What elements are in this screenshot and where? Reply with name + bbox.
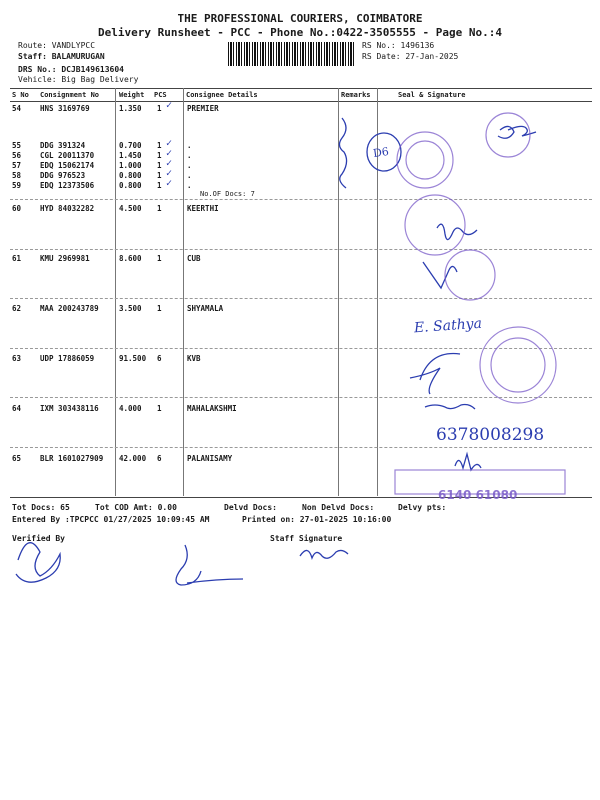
entered-by: Entered By :TPCPCC 01/27/2025 10:09:45 AM [12, 515, 210, 524]
row-consignee: KVB [187, 354, 201, 363]
row-pcs: 1 [157, 151, 162, 160]
signature-check [423, 262, 457, 288]
row-consignee: . [187, 161, 192, 170]
row-weight: 42.000 [119, 454, 147, 463]
row-weight: 8.600 [119, 254, 142, 263]
row-pcs: 1 [157, 404, 162, 413]
row-consignee: KEERTHI [187, 204, 219, 213]
company-stamp [405, 195, 465, 255]
total-cod-amount: Tot COD Amt: 0.00 [95, 503, 177, 512]
row-consignment: UDP 17886059 [40, 354, 95, 363]
delivery-points: Delvy pts: [398, 503, 447, 512]
row-pcs: 6 [157, 454, 162, 463]
row-pcs: 1 [157, 254, 162, 263]
row-weight: 4.500 [119, 204, 142, 213]
signature-flourish [410, 354, 460, 394]
printed-on: Printed on: 27-01-2025 10:16:00 [242, 515, 392, 524]
row-consignee: . [187, 151, 192, 160]
row-pcs: 1 [157, 161, 162, 170]
row-sno: 62 [12, 304, 22, 313]
signature-row65 [455, 454, 481, 470]
row-sno: 56 [12, 151, 22, 160]
remarks-brace-mark [339, 118, 346, 188]
row-consignee: . [187, 181, 192, 190]
row-weight: 1.350 [119, 104, 142, 113]
row-sno: 65 [12, 454, 22, 463]
staff-signature-mark [300, 550, 348, 558]
row-pcs: 1 [157, 181, 162, 190]
col-header-sno: S No [12, 91, 29, 99]
handover-signature [176, 545, 243, 585]
row-sno: 59 [12, 181, 22, 190]
check-mark-icon: ✓ [166, 148, 173, 159]
row-weight: 0.800 [119, 181, 142, 190]
row-consignee: SHYAMALA [187, 304, 224, 313]
row-consignee: PALANISAMY [187, 454, 233, 463]
stamp-phone: 6140 61080 [438, 488, 518, 502]
staff-signature-label: Staff Signature [270, 534, 343, 543]
non-delivered-docs: Non Delvd Docs: [302, 503, 375, 512]
col-header-pcs: PCS [154, 91, 167, 99]
col-header-consignee: Consignee Details [186, 91, 258, 99]
row-consignee: . [187, 141, 192, 150]
col-header-consignment: Consignment No [40, 91, 100, 99]
vehicle-label: Vehicle: Big Bag Delivery [18, 75, 139, 84]
check-mark-icon: ✓ [166, 100, 173, 111]
row-sno: 57 [12, 161, 22, 170]
rs-number: RS No.: 1496136 [362, 41, 435, 50]
col-header-weight: Weight [119, 91, 145, 99]
row-pcs: 1 [157, 141, 162, 150]
row-consignment: KMU 2969981 [40, 254, 90, 263]
row-pcs: 1 [157, 104, 162, 113]
verified-signature [16, 543, 60, 582]
rs-date: RS Date: 27-Jan-2025 [362, 52, 459, 61]
row-weight: 1.450 [119, 151, 142, 160]
row-weight: 0.800 [119, 171, 142, 180]
row-consignee: PREMIER [187, 104, 219, 113]
col-header-remarks: Remarks [341, 91, 371, 99]
row-consignment: DDG 976523 [40, 171, 86, 180]
bank-stamp-inner [491, 338, 545, 392]
row-consignee: CUB [187, 254, 201, 263]
check-mark-icon: ✓ [166, 178, 173, 189]
row-weight: 0.700 [119, 141, 142, 150]
col-header-seal: Seal & Signature [398, 91, 466, 99]
company-title: THE PROFESSIONAL COURIERS, COIMBATORE [177, 12, 423, 25]
row-consignment: HYD 84032282 [40, 204, 95, 213]
row-weight: 1.000 [119, 161, 142, 170]
delivered-docs: Delvd Docs: [224, 503, 277, 512]
row-sno: 63 [12, 354, 22, 363]
row-weight: 4.000 [119, 404, 142, 413]
verified-by-label: Verified By [12, 534, 65, 543]
row-sno: 60 [12, 204, 22, 213]
row-sno: 61 [12, 254, 22, 263]
company-stamp [397, 132, 453, 188]
check-mark-icon: ✓ [166, 138, 173, 149]
row-pcs: 1 [157, 304, 162, 313]
no-of-docs: No.OF Docs: 7 [200, 190, 255, 198]
row-consignee: . [187, 171, 192, 180]
signature-hk [437, 224, 477, 239]
row-weight: 91.500 [119, 354, 147, 363]
row-consignee: MAHALAKSHMI [187, 404, 237, 413]
row-sno: 55 [12, 141, 22, 150]
row-consignment: IXM 303438116 [40, 404, 99, 413]
company-stamp [445, 250, 495, 300]
row-consignment: CGL 20011370 [40, 151, 95, 160]
row-pcs: 6 [157, 354, 162, 363]
row-pcs: 1 [157, 171, 162, 180]
total-docs: Tot Docs: 65 [12, 503, 70, 512]
staff-label: Staff: BALAMURUGAN [18, 52, 105, 61]
row-consignment: BLR 1601027909 [40, 454, 104, 463]
row-consignment: DDG 391324 [40, 141, 86, 150]
receiver-name-sathya: E. Sathya [413, 315, 483, 337]
check-mark-icon: ✓ [166, 168, 173, 179]
remark-d6: D6 [372, 144, 390, 161]
row-sno: 64 [12, 404, 22, 413]
row-consignment: MAA 200243789 [40, 304, 99, 313]
row-sno: 58 [12, 171, 22, 180]
receiver-phone-row64: 6378008298 [436, 425, 545, 445]
row-consignment: EDQ 15062174 [40, 161, 95, 170]
runsheet-subtitle: Delivery Runsheet - PCC - Phone No.:0422-3505555 - Page No.:4 [98, 26, 502, 39]
row-consignment: HNS 3169769 [40, 104, 90, 113]
signature-row64 [425, 405, 475, 410]
drs-number: DRS No.: DCJB149613604 [18, 65, 124, 74]
company-stamp-inner [406, 141, 444, 179]
row-sno: 54 [12, 104, 22, 113]
check-mark-icon: ✓ [166, 158, 173, 169]
row-consignment: EDQ 12373506 [40, 181, 95, 190]
row-pcs: 1 [157, 204, 162, 213]
row-weight: 3.500 [119, 304, 142, 313]
route-label: Route: VANDLYPCC [18, 41, 96, 50]
